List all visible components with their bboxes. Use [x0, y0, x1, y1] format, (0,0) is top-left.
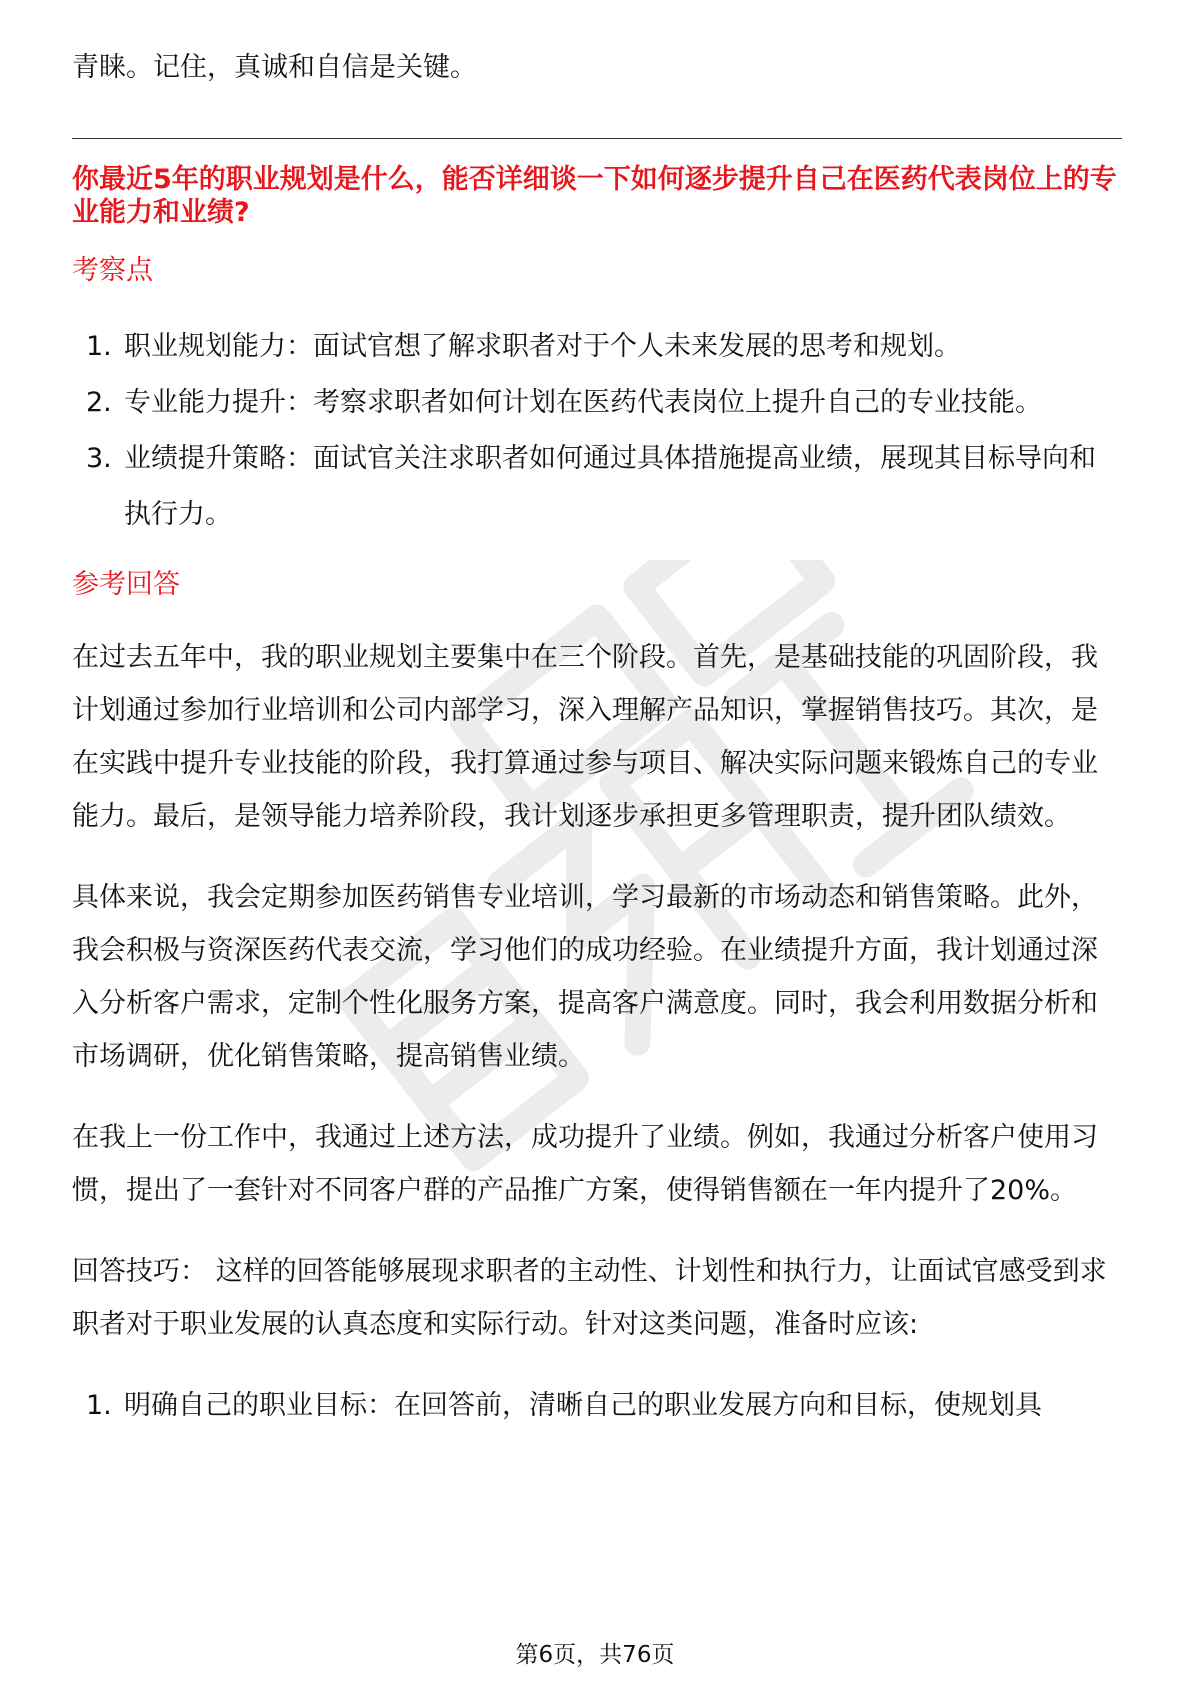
list-item [72, 375, 1122, 431]
lead-text: 青睐。记住，真诚和自信是关键。 [72, 52, 477, 83]
list-item-text: 专业能力提升：考察求职者如何计划在医药代表岗位上提升自己的专业技能。 [124, 387, 1042, 418]
section-divider [72, 138, 1122, 139]
page-number: 第6页，共76页 [515, 1642, 675, 1668]
question-heading: 你最近5年的职业规划是什么，能否详细谈一下如何逐步提升自己在医药代表岗位上的专业能力和业绩? [72, 164, 1117, 228]
section-title-answer: 参考回答 [72, 569, 180, 600]
section-title-points: 考察点 [72, 255, 153, 286]
list-number: 3. [86, 443, 112, 474]
answer-paragraph: 具体来说，我会定期参加医药销售专业培训，学习最新的市场动态和销售策略。此外，我会积极与资深医药代表交流，学习他们的成功经验。在业绩提升方面，我计划通过深入分析客户需求，定制个性化服务方案，提高客户满意度。同时，我会利用数据分析和市场调研，优化销售策略，提高销售业绩。 [72, 882, 1098, 1072]
tips-paragraph: 回答技巧： 这样的回答能够展现求职者的主动性、计划性和执行力，让面试官感受到求职者对于职业发展的认真态度和实际行动。针对这类问题，准备时应该: [72, 1256, 1107, 1340]
list-item-text: 业绩提升策略：面试官关注求职者如何通过具体措施提高业绩，展现其目标导向和执行力。 [124, 443, 1096, 530]
list-item [72, 319, 1122, 375]
list-number: 1. [86, 331, 112, 362]
points-list [72, 319, 1122, 543]
list-number: 2. [86, 387, 112, 418]
list-item [72, 1379, 1122, 1432]
answer-paragraph: 在我上一份工作中，我通过上述方法，成功提升了业绩。例如，我通过分析客户使用习惯，提出了一套针对不同客户群的产品推广方案，使得销售额在一年内提升了20%。 [72, 1122, 1098, 1206]
list-item-text: 明确自己的职业目标：在回答前，清晰自己的职业发展方向和目标，使规划具 [124, 1390, 1042, 1421]
list-item [72, 431, 1122, 543]
answer-paragraph: 在过去五年中，我的职业规划主要集中在三个阶段。首先，是基础技能的巩固阶段，我计划通过参加行业培训和公司内部学习，深入理解产品知识，掌握销售技巧。其次，是在实践中提升专业技能的阶段，我打算通过参与项目、解决实际问题来锻炼自己的专业能力。最后，是领导能力培养阶段，我计划逐步承担更多管理职责，提升团队绩效。 [72, 642, 1098, 832]
list-item-text: 职业规划能力：面试官想了解求职者对于个人未来发展的思考和规划。 [124, 331, 961, 362]
list-number: 1. [86, 1390, 112, 1421]
document-body [72, 38, 1122, 1432]
tips-list [72, 1379, 1122, 1432]
